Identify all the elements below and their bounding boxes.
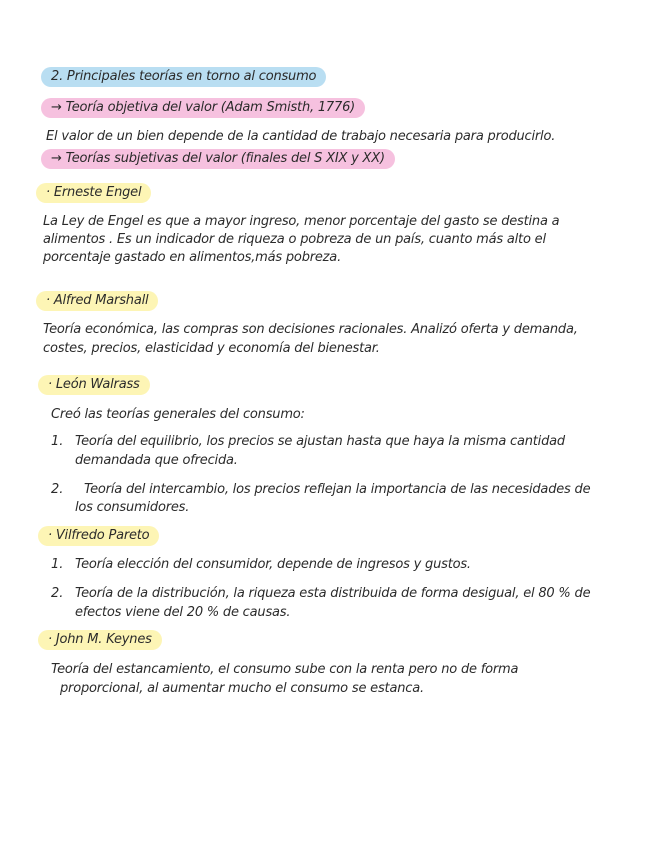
- marshall-heading: · Alfred Marshall: [36, 291, 158, 311]
- walrass-item-1-line-2: demandada que ofrecida.: [75, 453, 238, 468]
- pareto-heading: · Vilfredo Pareto: [38, 526, 159, 546]
- walrass-item-1-line-1: Teoría del equilibrio, los precios se ajustan hasta que haya la misma cantidad: [75, 434, 565, 449]
- objective-theory-heading: → Teoría objetiva del valor (Adam Smisth, 1776): [41, 98, 365, 118]
- walrass-intro: Creó las teorías generales del consumo:: [51, 407, 305, 422]
- engel-heading: · Erneste Engel: [36, 183, 151, 203]
- pareto-item-2-line-1: Teoría de la distribución, la riqueza esta distribuida de forma desigual, el 80 % de: [75, 586, 591, 601]
- list-number: 2.: [51, 586, 64, 601]
- walrass-item-2-line-1: Teoría del intercambio, los precios reflejan la importancia de las necesidades de: [84, 482, 591, 497]
- engel-text-line-2: alimentos . Es un indicador de riqueza o pobreza de un país, cuanto más alto el: [43, 232, 546, 247]
- section-title: 2. Principales teorías en torno al consumo: [41, 67, 326, 87]
- objective-theory-text: El valor de un bien depende de la cantidad de trabajo necesaria para producirlo.: [46, 129, 556, 144]
- keynes-text-line-1: Teoría del estancamiento, el consumo sube con la renta pero no de forma: [51, 662, 519, 677]
- list-number: 1.: [51, 434, 64, 449]
- pareto-item-2-line-2: efectos viene del 20 % de causas.: [75, 605, 291, 620]
- engel-text-line-1: La Ley de Engel es que a mayor ingreso, menor porcentaje del gasto se destina a: [43, 214, 560, 229]
- subjective-theory-heading: → Teorías subjetivas del valor (finales del S XIX y XX): [41, 149, 395, 169]
- keynes-text-line-2: proporcional, al aumentar mucho el consumo se estanca.: [60, 681, 424, 696]
- walrass-item-2-line-2: los consumidores.: [75, 500, 190, 515]
- keynes-heading: · John M. Keynes: [38, 630, 162, 650]
- marshall-text-line-1: Teoría económica, las compras son decisiones racionales. Analizó oferta y demanda,: [43, 322, 578, 337]
- marshall-text-line-2: costes, precios, elasticidad y economía del bienestar.: [43, 341, 380, 356]
- engel-text-line-3: porcentaje gastado en alimentos,más pobreza.: [43, 250, 342, 265]
- list-number: 2.: [51, 482, 64, 497]
- list-number: 1.: [51, 557, 64, 572]
- pareto-item-1-line-1: Teoría elección del consumidor, depende de ingresos y gustos.: [75, 557, 471, 572]
- walrass-heading: · León Walrass: [38, 375, 150, 395]
